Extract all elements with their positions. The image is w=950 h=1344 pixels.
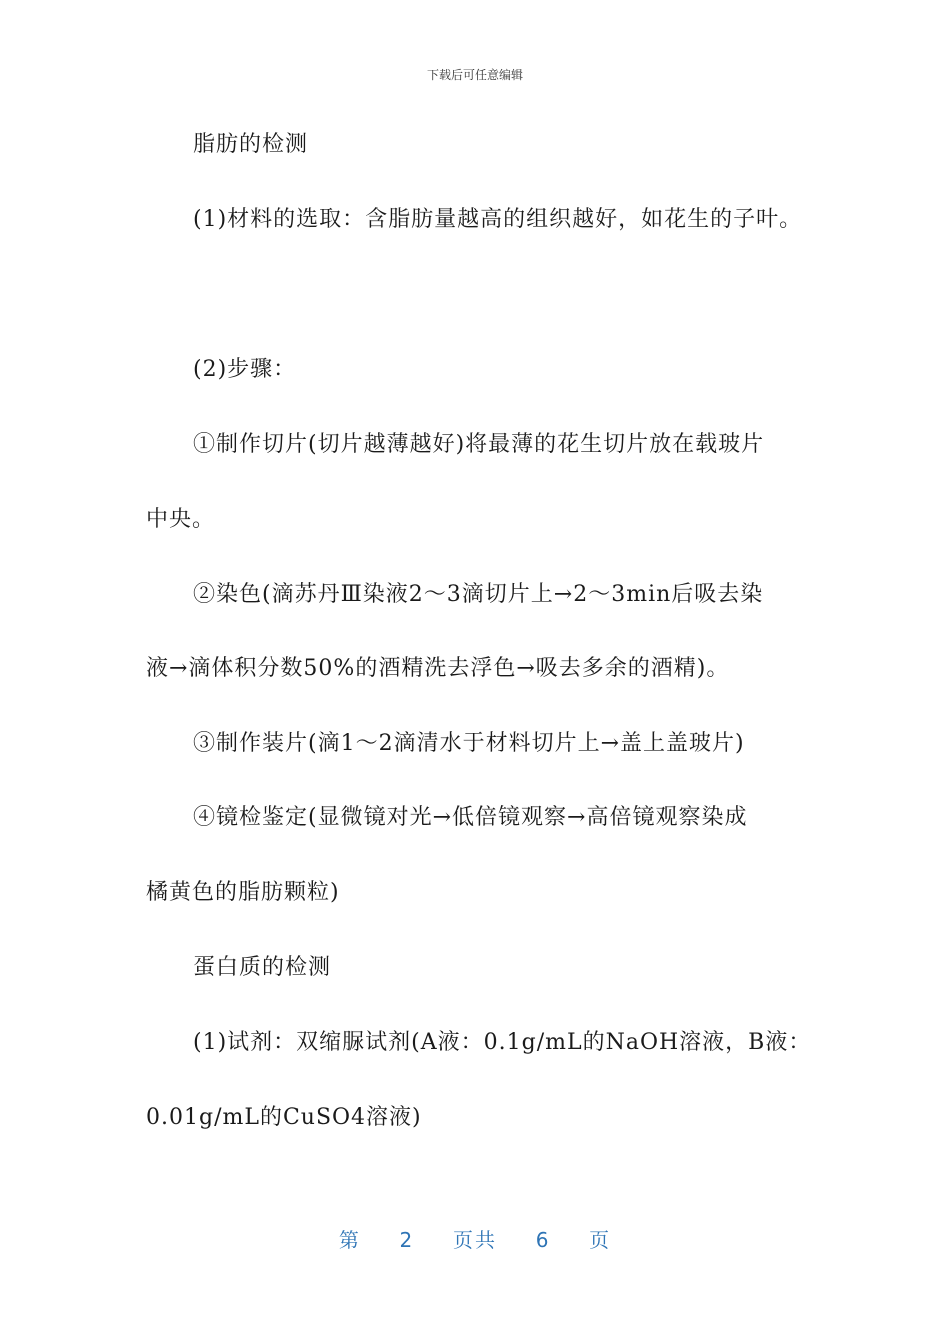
step-3: ③制作装片(滴1～2滴清水于材料切片上→盖上盖玻片) bbox=[193, 731, 745, 756]
step-4-line-1: ④镜检鉴定(显微镜对光→低倍镜观察→高倍镜观察染成 bbox=[193, 805, 748, 830]
heading-protein-test: 蛋白质的检测 bbox=[193, 955, 332, 980]
footer-current-page: 2 bbox=[399, 1228, 415, 1252]
step-2-line-2: 液→滴体积分数50%的酒精洗去浮色→吸去多余的酒精)。 bbox=[146, 656, 730, 681]
footer-middle: 页共 bbox=[453, 1228, 497, 1252]
paragraph-reagent-line-2: 0.01g/mL的CuSO4溶液) bbox=[146, 1105, 422, 1130]
paragraph-steps: (2)步骤： bbox=[193, 357, 297, 382]
footer-suffix: 页 bbox=[589, 1228, 612, 1252]
step-4-line-2: 橘黄色的脂肪颗粒) bbox=[146, 880, 340, 905]
heading-fat-test: 脂肪的检测 bbox=[193, 132, 309, 157]
paragraph-material-selection: (1)材料的选取：含脂肪量越高的组织越好，如花生的子叶。 bbox=[193, 207, 803, 232]
header-note: 下载后可任意编辑 bbox=[426, 68, 523, 82]
paragraph-reagent-line-1: (1)试剂：双缩脲试剂(A液：0.1g/mL的NaOH溶液，B液： bbox=[193, 1030, 812, 1055]
footer-prefix: 第 bbox=[338, 1228, 361, 1252]
page-footer bbox=[0, 1224, 950, 1253]
footer-total-pages: 6 bbox=[535, 1228, 551, 1252]
step-1-line-2: 中央。 bbox=[146, 507, 216, 532]
step-1-line-1: ①制作切片(切片越薄越好)将最薄的花生切片放在载玻片 bbox=[193, 432, 765, 457]
step-2-line-1: ②染色(滴苏丹Ⅲ染液2～3滴切片上→2～3min后吸去染 bbox=[193, 582, 764, 607]
